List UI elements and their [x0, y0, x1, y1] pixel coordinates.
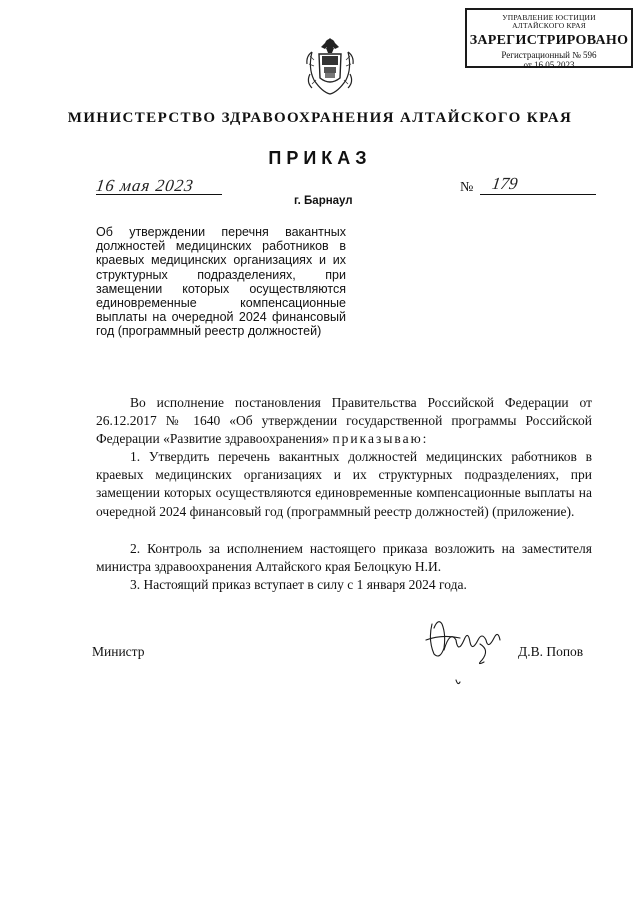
stamp-authority-line2: АЛТАЙСКОГО КРАЯ: [512, 21, 586, 30]
body-paragraph-2: 2. Контроль за исполнением настоящего приказа возложить на заместителя министра здравоохранения Алтайского края Белоцкую Н.И.: [96, 541, 592, 575]
handwritten-number: 179: [490, 174, 519, 193]
body-paragraph-3: 3. Настоящий приказ вступает в силу с 1 января 2024 года.: [130, 577, 467, 592]
preamble-text: Во исполнение постановления Правительства Российской Федерации от 26.12.2017 № 1640 «Об утверждении государственной программы Российской Федерации «Развитие здравоохранения»: [96, 395, 592, 447]
stamp-authority-line1: УПРАВЛЕНИЕ ЮСТИЦИИ: [502, 13, 596, 22]
date-underline: [96, 194, 222, 195]
coat-of-arms-icon: [304, 34, 356, 96]
signatory-name: Д.В. Попов: [518, 644, 584, 659]
number-sign: №: [460, 180, 474, 195]
signatory-title: Министр: [92, 644, 145, 659]
handwritten-date: 16 мая 2023: [94, 176, 196, 195]
stamp-status: ЗАРЕГИСТРИРОВАНО: [469, 33, 629, 48]
stamp-reg-date: от 16.05.2023: [523, 60, 575, 70]
document-title: ПРИКАЗ: [268, 148, 372, 168]
order-verb: приказываю:: [332, 431, 429, 447]
registration-stamp: [465, 8, 633, 68]
body-paragraph-1: 1. Утвердить перечень вакантных должностей медицинских работников в краевых медицинских организациях и их структурных подразделениях, при замещении которых осуществляются единовременные компенсационные выплаты на очередной 2024 финансовый год (программный реестр должностей) (приложение).: [96, 449, 592, 519]
ministry-name: МИНИСТЕРСТВО ЗДРАВООХРАНЕНИЯ АЛТАЙСКОГО КРАЯ: [67, 110, 573, 126]
city: г. Барнаул: [294, 195, 353, 207]
order-heading: Об утверждении перечня вакантных должностей медицинских работников в краевых медицинских организациях и их структурных подразделениях, при замещении которых осуществляются единовременные компенсационные выплаты на очередной 2024 финансовый год (программный реестр должностей): [96, 225, 346, 339]
stamp-reg-number: Регистрационный № 596: [501, 50, 597, 60]
body-paragraph-preamble: [96, 394, 592, 449]
number-underline: [480, 194, 596, 195]
handwritten-signature: [420, 610, 510, 695]
